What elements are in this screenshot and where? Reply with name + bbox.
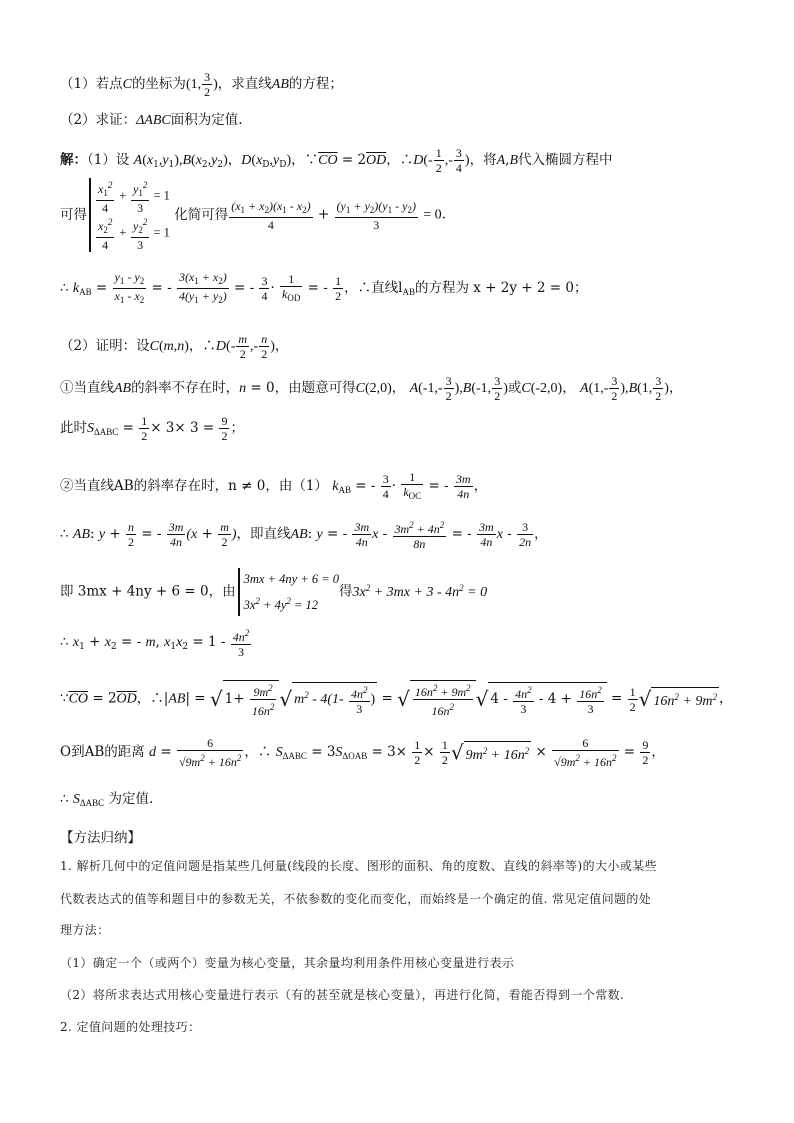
method-para-2: 2. 定值问题的处理技巧：	[60, 1020, 201, 1034]
system-line: 可得 $\frac{x_1^2}{4}$ + $\frac{y_1^2}{3}$ = 1 $\frac{x_2^2}{4}$ + $\frac{y_2^2}{3}$ = 1 化简可得 $\frac{(x_1 + x_2)(x_1 - x_2)}{4}$ + $\frac{(y_1 + y_2)(y_1 - y_2)}{3}$ = 0.	[60, 180, 446, 252]
method-para-1b: 代数表达式的值等和题目中的参数无关，不依参数的变化而变化，而始终是一个确定的值. 常见定值问题的处	[60, 892, 652, 906]
proof-start: （2）证明：设C(m,n)，∴D(- $\frac{m}{2}$ ,- $\frac{n}{2}$ )，	[60, 332, 289, 361]
solution-line-1: 解：（1）设 $A(x_1,y_1),B(x_2,y_2)$，$D(x_D,y_D)$，$\because\overline{CO} = 2\overline{OD}$，∴D(- $\frac{1}{2}$ ,- $\frac{3}{4}$ )，将A,B代入椭圆方程中	[60, 146, 613, 175]
question-2: （2）求证：ΔABC面积为定值.	[60, 112, 243, 128]
simultaneous-line: 即 3mx + 4ny + 6 = 0，由 3mx + 4ny + 6 = 0 $3x^2 + 4y^2 = 12$ 得$3x^2 + 3mx + 3 - 4n^2 = 0$	[60, 568, 487, 616]
method-title: 【方法归纳】	[60, 830, 141, 846]
distance-line: O到AB的距离 d = $\frac{6}{√9m^2 + 16n^2}$ ，∴ $S_{\Delta ABC} = 3S_{\Delta OAB} = 3\times$ $\frac{1}{2}$ × $\frac{1}{2}$ √ $9m^2 + 16n^2$ × $\frac{6}{√9m^2 + 16n^2}$ = $\frac{9}{2}$ ，	[60, 736, 665, 769]
case-1-line: ①当直线AB的斜率不存在时，n = 0，由题意可得C(2,0)， A(-1,- $\frac{3}{2}$ ),B(-1, $\frac{3}{2}$ )或C(-2,0)， A(1,- $\frac{3}{2}$ ),B(1, $\frac{3}{2}$ )，	[60, 374, 683, 403]
conclusion-line: ∴ $S_{\Delta ABC}$ 为定值.	[60, 791, 154, 808]
line-ab-eq: ∴ AB: y + $\frac{n}{2}$ = - $\frac{3m}{4n}$ (x + $\frac{m}{2}$ )，即直线AB: y = - $\frac{3m}{4n}$ x - $\frac{3m^2 + 4n^2}{8n}$ = - $\frac{3m}{4n}$ x - $\frac{3}{2n}$ ，	[60, 520, 548, 551]
method-para-1a: 1. 解析几何中的定值问题是指某些几何量(线段的长度、图形的面积、角的度数、直线的斜率等)的大小或某些	[60, 859, 658, 873]
slope-line: ∴ $k_{AB}$ = $\frac{y_1 - y_2}{x_1 - x_2}$ = - $\frac{3(x_1 + x_2)}{4(y_1 + y_2)}$ = - $\frac{3}{4}$ · $\frac{1}{k_{OD}}$ = - $\frac{1}{2}$ ，∴直线$l_{AB}$的方程为 x + 2y + 2 = 0；	[60, 270, 588, 305]
method-item-1: （1）确定一个（或两个）变量为核心变量，其余量均利用条件用核心变量进行表示	[60, 956, 515, 970]
method-item-2: （2）将所求表达式用核心变量进行表示（有的甚至就是核心变量），再进行化简，看能否得到一个常数.	[60, 988, 625, 1002]
chord-length-line: $\because\overline{CO} = 2\overline{OD}$，∴|AB| = √ 1+ $\frac{9m^2}{16n^2}$ √ $m^2 - 4(1-$ $\frac{4n^2}{3}$ ) = √ $\frac{16n^2 + 9m^2}{16n^2}$ √ 4 - $\frac{4n^2}{3}$ - 4 + $\frac{16n^2}{3}$ = $\frac{1}{2}$ √ $16n^2 + 9m^2$ ，	[60, 680, 732, 718]
method-para-1c: 理方法：	[60, 923, 110, 937]
area-case-1: 此时$S_{\Delta ABC}$ = $\frac{1}{2}$ × 3× 3 = $\frac{9}{2}$ ；	[60, 414, 244, 443]
vieta-line: ∴ $x_1 + x_2$ = - m, $x_1x_2 = 1$ - $\frac{4n^2}{3}$	[60, 628, 250, 659]
question-1: （1）若点C的坐标为(1, $\frac{3}{2}$ )，求直线AB的方程；	[60, 70, 343, 99]
case-2-line: ②当直线AB的斜率存在时，n ≠ 0，由（1） $k_{AB}$ = - $\frac{3}{4}$ · $\frac{1}{k_{OC}}$ = - $\frac{3m}{4n}$ ，	[60, 470, 488, 501]
